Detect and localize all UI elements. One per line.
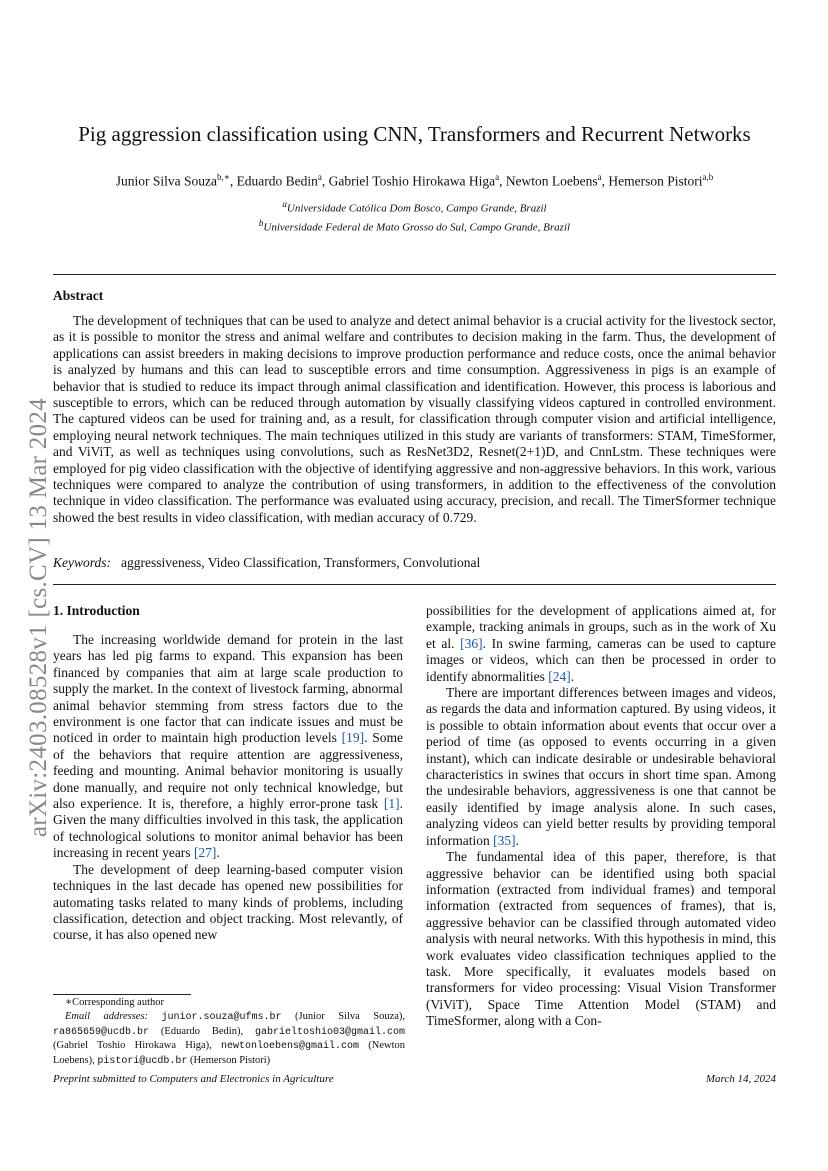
affiliation-mark: a [282,199,287,209]
citation-link[interactable]: [27] [193,845,217,861]
author-name: Gabriel Toshio Hirokawa Higa [328,173,496,189]
author-name: Newton Loebens [505,173,598,189]
paragraph: The fundamental idea of this paper, therefore, is that aggressive behavior can be identified using both spacial information (extracted from individual frames) and temporal information (extracted from sequences of frames), that is, aggressive behavior can be classified through automated video analysis with neural networks. With this hypothesis in mind, this work evaluates video classification techniques applied to the task. More specifically, it evaluates models based on transformers for video processing: Visual Vision Transformer (ViViT), Space Time Attention Model (STAM) and TimeSformer, along with a Con- [426,849,776,1029]
right-column [426,603,776,1030]
author-name: Junior Silva Souza [115,173,217,189]
footnote-corresponding: ∗Corresponding author [65,997,164,1008]
citation-link[interactable]: [36] [460,635,483,651]
author-affil-mark: a [317,172,322,182]
footer-date: March 14, 2024 [705,1073,776,1085]
citation-link[interactable]: [24] [548,668,571,684]
abstract-text: The development of techniques that can be used to analyze and detect animal behavior is a crucial activity for the livestock sector, as it is possible to monitor the stress and animal welfare and contributes to decision making in the farm. Thus, the development of applications can assist breeders in making decisions to improve production performance and reduce costs, once the animal behavior is analyzed by humans and this can lead to susceptible errors and time consumption. Aggressiveness in pigs is an example of behavior that is studied to reduce its impact through animal classification and identification. However, this process is laborious and susceptible to errors, which can be reduced through automation by visually classifying videos captured in controlled environment. The captured videos can be used for training and, as a result, for classification through computer vision and artificial intelligence, employing neural network techniques. The main techniques utilized in this study are variants of transformers: STAM, TimeSformer, and ViViT, as well as techniques using convolutions, such as ResNet3D2, Resnet(2+1)D, and CnnLstm. These techniques were employed for pig video classification with the objective of identifying aggressive and non-aggressive behaviors. In this work, various techniques were compared to analyze the contribution of using transformers, in addition to the effectiveness of the convolution technique in video classification. The performance was evaluated using accuracy, precision, and recall. The TimerSformer technique showed the best results in video classification, with median accuracy of 0.729. [53,313,776,525]
text-run: . Given the many difficulties involved in this task, the application of technological solutions to monitor animal behavior has been increasing in recent years [53,796,403,861]
affiliation-text: Universidade Católica Dom Bosco, Campo Grande, Brazil [286,202,547,215]
paper-title: Pig aggression classification using CNN, Transformers and Recurrent Networks [78,122,751,146]
author-affil-mark: a [597,172,602,182]
email-link[interactable]: pistori@ucdb.br [97,1056,188,1068]
email-owner: (Eduardo Bedin), [160,1025,244,1037]
text-run: . In swine farming, cameras can be used to capture images or videos, which can then be processed in order to identify abnormalities [426,635,776,684]
paragraph [426,685,776,849]
author-name: Hemerson Pistori [608,173,703,189]
keywords-label: Keywords: [53,555,111,570]
left-column [53,632,403,944]
email-link[interactable]: newtonloebens@gmail.com [221,1041,360,1053]
text-run: . [570,668,575,684]
email-owner: (Gabriel Toshio Hirokawa Higa), [53,1040,212,1052]
citation-link[interactable]: [35] [493,832,516,848]
text-run: . [216,845,220,861]
text-run: possibilities for the development of applications aimed at, for example, tracking animals in groups, such as in the work of Xu et al. [426,603,776,651]
arxiv-stamp-text: arXiv:2403.08528v1 [cs.CV] 13 Mar 2024 [25,397,52,838]
affiliation-text: Universidade Federal de Mato Grosso do Sul, Campo Grande, Brazil [263,221,571,234]
abstract-bottom-rule [53,584,776,585]
text-run: The increasing worldwide demand for protein in the last years has led pig farms to expand. This expansion has been financed by companies that aim at large scale production to supply the market. In the context of livestock farming, abnormal animal behavior stemming from stress factors due to the environment is one factor that can indicate issues and must be noticed in order to maintain high production levels [53,632,403,746]
author-affil-mark: a,b [702,172,714,182]
email-link[interactable]: ra865659@ucdb.br [53,1026,150,1038]
abstract-heading: Abstract [53,288,104,303]
footer-journal: Preprint submitted to Computers and Electronics in Agriculture [53,1073,334,1085]
abstract-top-rule [53,274,776,275]
email-owner: (Newton Loebens), [53,1040,406,1067]
text-run: . Some of the behaviors that require attention are aggressiveness, feeding and mounting. Animal behavior monitoring is usually done manually, and require not only technical knowledge, but also experience. It is, therefore, a highly error-prone task [53,730,403,812]
author-affil-mark: b,∗ [216,172,230,182]
email-owner: (Hemerson Pistori) [189,1055,271,1067]
paragraph [426,603,776,685]
author-name: Eduardo Bedin [236,173,318,189]
affiliation-line [53,197,776,216]
paragraph: The development of deep learning-based computer vision techniques in the last decade has opened new possibilities for automating tasks related to many kinds of problems, including classification, detection and object tracking. Most relevantly, of course, it has also opened new [53,861,403,943]
keywords [53,555,480,571]
email-link[interactable]: gabrieltoshio03@gmail.com [254,1026,405,1038]
footnote-emails [53,1010,405,1069]
citation-link[interactable]: [19] [341,730,365,746]
text-run: There are important differences between images and videos, as regards the data and information captured. By using videos, it is possible to obtain information about events that occur over a period of time (as opposed to events occurring in a given instant), which can indicate desirable or undesirable behavioral characteristics in swines that occurs in short time span. Among the undesirable behaviors, aggressiveness is one that cannot be easily identified by image analysis alone. In such cases, analyzing videos can yield better results by providing temporal information [426,685,776,848]
footnotes [53,996,405,1069]
email-owner: (Junior Silva Souza), [295,1010,406,1022]
paragraph [53,632,403,862]
affiliations [53,197,776,234]
email-link[interactable]: junior.souza@ufms.br [161,1011,282,1023]
section-heading-introduction: 1. Introduction [53,603,140,618]
footnote-rule [53,994,191,995]
text-run: . [515,832,519,848]
keywords-text: aggressiveness, Video Classification, Transformers, Convolutional [121,555,481,570]
affiliation-line [53,216,776,235]
author-list: Junior Silva Souza$^{b,∗}$, Eduardo Bedin$^a$, Gabriel Toshio Hirokawa Higa$^a$, Newton Loebens$^a$, Hemerson Pistori$^{a,b}$ [115,172,714,189]
affiliation-mark: b [258,217,264,228]
author-affil-mark: a [495,172,500,182]
email-label: Email addresses: [65,1010,149,1022]
citation-link[interactable]: [1] [383,796,400,812]
